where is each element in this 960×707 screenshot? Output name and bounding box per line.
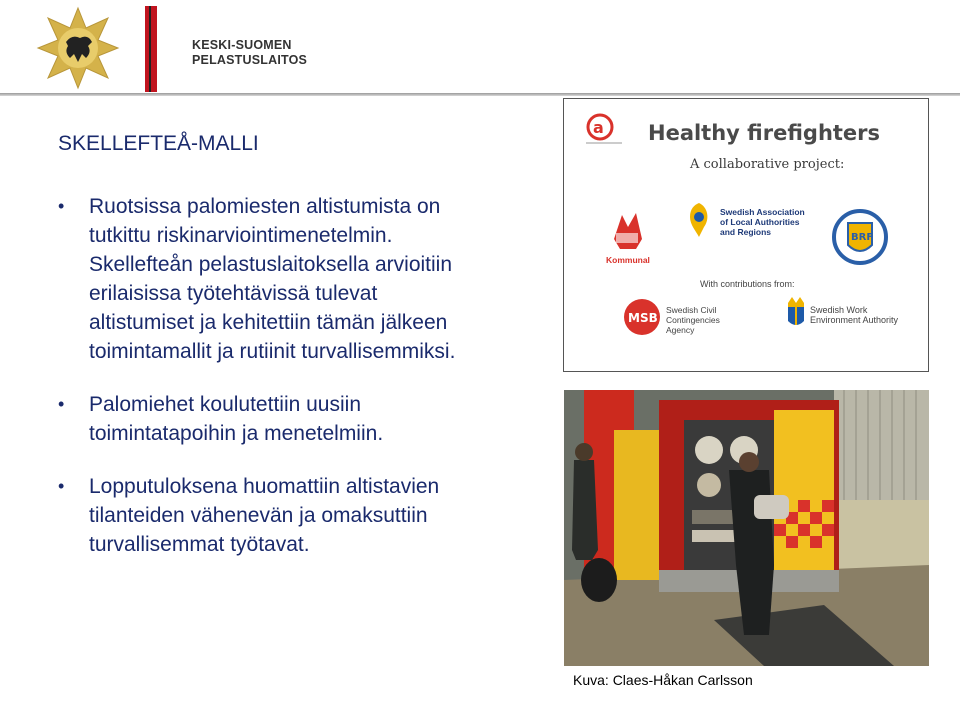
- kommunal-label: Kommunal: [606, 255, 650, 265]
- bullet-marker: •: [58, 394, 65, 414]
- svg-text:a: a: [593, 118, 604, 137]
- contributions-label: With contributions from:: [700, 279, 795, 289]
- rescue-star-logo-icon: [36, 6, 120, 90]
- msb-logo-icon: [622, 297, 662, 337]
- org-name-line1: KESKI-SUOMEN: [192, 38, 292, 52]
- hf-subtitle: A collaborative project:: [690, 157, 845, 172]
- healthy-firefighters-image: [563, 98, 929, 372]
- work-env-line: Environment Authority: [810, 315, 899, 325]
- work-env-line: Swedish Work: [810, 305, 868, 315]
- bullet-line: erilaisissa työtehtävissä tulevat: [89, 282, 378, 305]
- msb-name: [666, 305, 720, 335]
- slide-title: SKELLEFTEÅ-MALLI: [58, 132, 259, 155]
- red-stripe-logo-icon: [145, 6, 157, 92]
- msb-line: Swedish Civil: [666, 305, 717, 315]
- bullet-line: toimintatapoihin ja menetelmiin.: [89, 422, 384, 445]
- fire-truck-photo: [564, 390, 929, 666]
- salar-logo-icon: [684, 201, 714, 239]
- salar-name: [720, 207, 805, 237]
- fire-truck-illustration: [564, 390, 929, 666]
- swedish-crown-logo-icon: [784, 295, 808, 329]
- msb-text: MSB: [628, 311, 658, 325]
- bullet-line: Lopputuloksena huomattiin altistavien: [89, 475, 440, 498]
- salar-line: Swedish Association: [720, 207, 805, 217]
- bullet-item: [58, 390, 538, 448]
- header-divider: [0, 93, 960, 96]
- work-env-name: [810, 305, 898, 325]
- bullet-line: toimintamallit ja rutiinit turvallisemmiksi.: [89, 340, 456, 363]
- bullet-list: [58, 192, 538, 583]
- kommunal-flame-logo-icon: [608, 209, 648, 259]
- brf-text: BRF: [851, 232, 874, 243]
- organization-name: [192, 38, 307, 68]
- header-bar: [0, 0, 960, 94]
- bullet-item: [58, 472, 538, 559]
- org-name-line2: PELASTUSLAITOS: [192, 53, 308, 67]
- bullet-line: Palomiehet koulutettiin uusiin: [89, 393, 361, 416]
- bullet-line: Skellefteån pelastuslaitoksella arvioitiin: [89, 253, 453, 276]
- salar-line: of Local Authorities: [720, 217, 800, 227]
- bullet-line: turvallisemmat työtavat.: [89, 533, 310, 556]
- bullet-line: altistumiset ja kehitettiin tämän jälkeen: [89, 311, 448, 334]
- at-sign-logo-icon: [584, 113, 624, 147]
- bullet-line: Ruotsissa palomiesten altistumista on: [89, 195, 441, 218]
- msb-line: Contingencies: [666, 315, 720, 325]
- bullet-item: [58, 192, 538, 366]
- msb-line: Agency: [666, 325, 695, 335]
- salar-line: and Regions: [720, 227, 772, 237]
- bullet-line: tutkittu riskinarviointimenetelmin.: [89, 224, 393, 247]
- bullet-line: tilanteiden vähenevän ja omaksuttiin: [89, 504, 428, 527]
- bullet-marker: •: [58, 196, 65, 216]
- hf-title: Healthy firefighters: [648, 121, 881, 145]
- bullet-marker: •: [58, 476, 65, 496]
- photo-caption: Kuva: Claes-Håkan Carlsson: [573, 672, 753, 688]
- brf-badge-logo-icon: [830, 207, 890, 271]
